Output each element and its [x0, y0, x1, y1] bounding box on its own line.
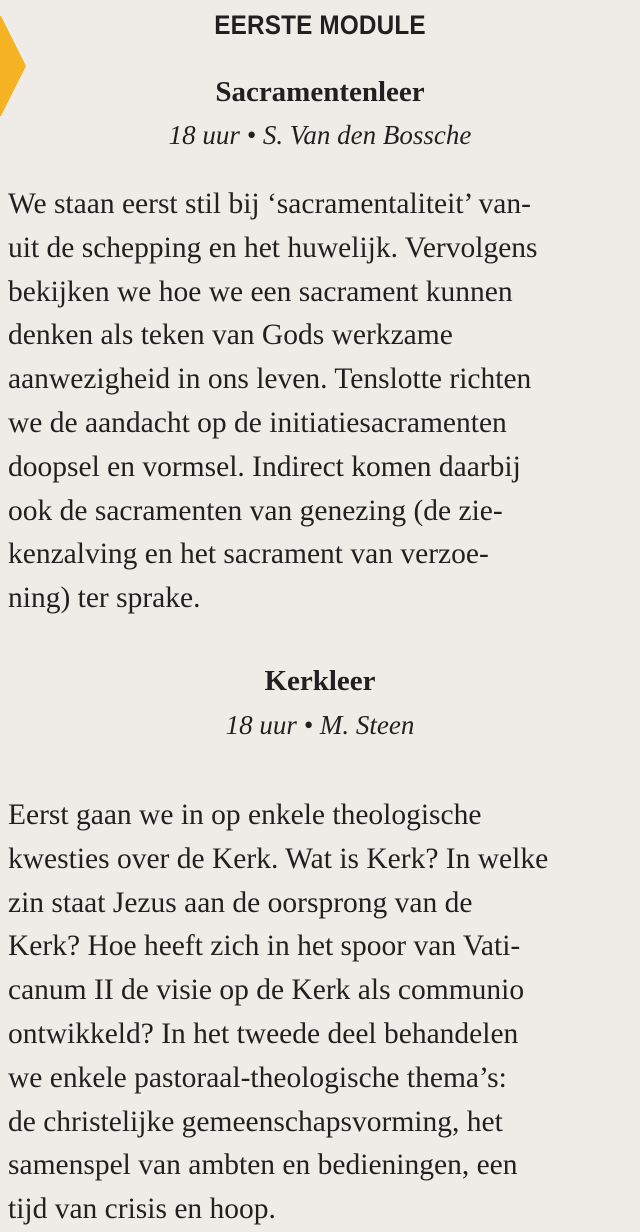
text-line: tijd van crisis en hoop. [8, 1193, 276, 1226]
text-line: kenzalving en het sacrament van verzoe- [8, 538, 489, 571]
text-line: ook de sacramenten van genezing (de zie- [8, 494, 503, 527]
text-line: bekijken we hoe we een sacrament kunnen [8, 275, 513, 308]
text-line: We staan eerst stil bij ‘sacramentaliteit’ van- [8, 188, 531, 220]
text-line: doopsel en vormsel. Indirect komen daarbij [8, 450, 521, 483]
course-description-sacramentenleer [8, 183, 634, 621]
text-line: zin staat Jezus aan de oorsprong van de [8, 886, 473, 919]
course-title-sacramentenleer: Sacramentenleer [215, 76, 425, 108]
text-line: aanwezigheid in ons leven. Tenslotte richten [8, 363, 532, 396]
course-title-kerkleer: Kerkleer [264, 665, 376, 697]
text-line: we enkele pastoraal-theologische thema’s: [8, 1061, 507, 1094]
text-line: de christelijke gemeenschapsvorming, het [8, 1105, 503, 1138]
text-line: uit de schepping en het huwelijk. Vervolgens [8, 231, 538, 264]
text-line: kwesties over de Kerk. Wat is Kerk? In welke [8, 842, 549, 875]
course-meta-kerkleer: 18 uur • M. Steen [225, 710, 415, 740]
text-line: we de aandacht op de initiatiesacramenten [8, 406, 507, 439]
text-line: canum II de visie op de Kerk als communio [8, 974, 525, 1007]
text-line: ning) ter sprake. [8, 582, 201, 615]
course-meta-sacramentenleer: 18 uur • S. Van den Bossche [168, 120, 472, 150]
text-line: Kerk? Hoe heeft zich in het spoor van Vati- [8, 930, 521, 963]
module-heading: EERSTE MODULE [214, 10, 426, 40]
text-line: ontwikkeld? In het tweede deel behandelen [8, 1017, 519, 1050]
text-line: denken als teken van Gods werkzame [8, 319, 453, 352]
text-line: samenspel van ambten en bedieningen, een [8, 1149, 518, 1182]
course-description-kerkleer [8, 794, 634, 1232]
text-line: Eerst gaan we in op enkele theologische [8, 799, 482, 831]
